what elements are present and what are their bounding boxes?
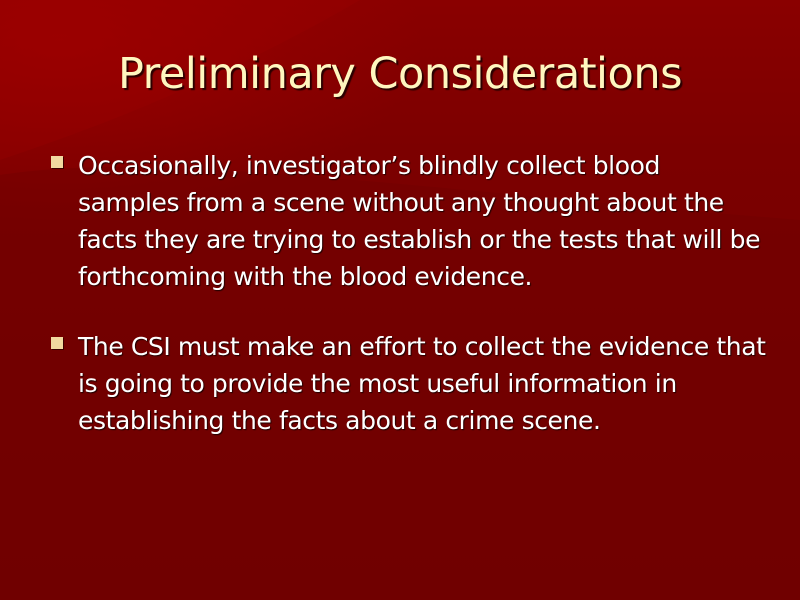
bullet-list [48,147,768,439]
bullet-item [48,147,768,295]
slide-title: Preliminary Considerations [118,49,682,99]
bullet-text: Occasionally, investigator’s blindly collect blood samples from a scene without any thought about the facts they are trying to establish or the tests that will be forthcoming with the blood evidence. [78,151,761,291]
square-bullet-icon [51,337,63,349]
bullet-text: The CSI must make an effort to collect the evidence that is going to provide the most useful information in establishing the facts about a crime scene. [78,332,766,435]
square-bullet-icon [51,156,63,168]
bullet-item [48,328,768,439]
